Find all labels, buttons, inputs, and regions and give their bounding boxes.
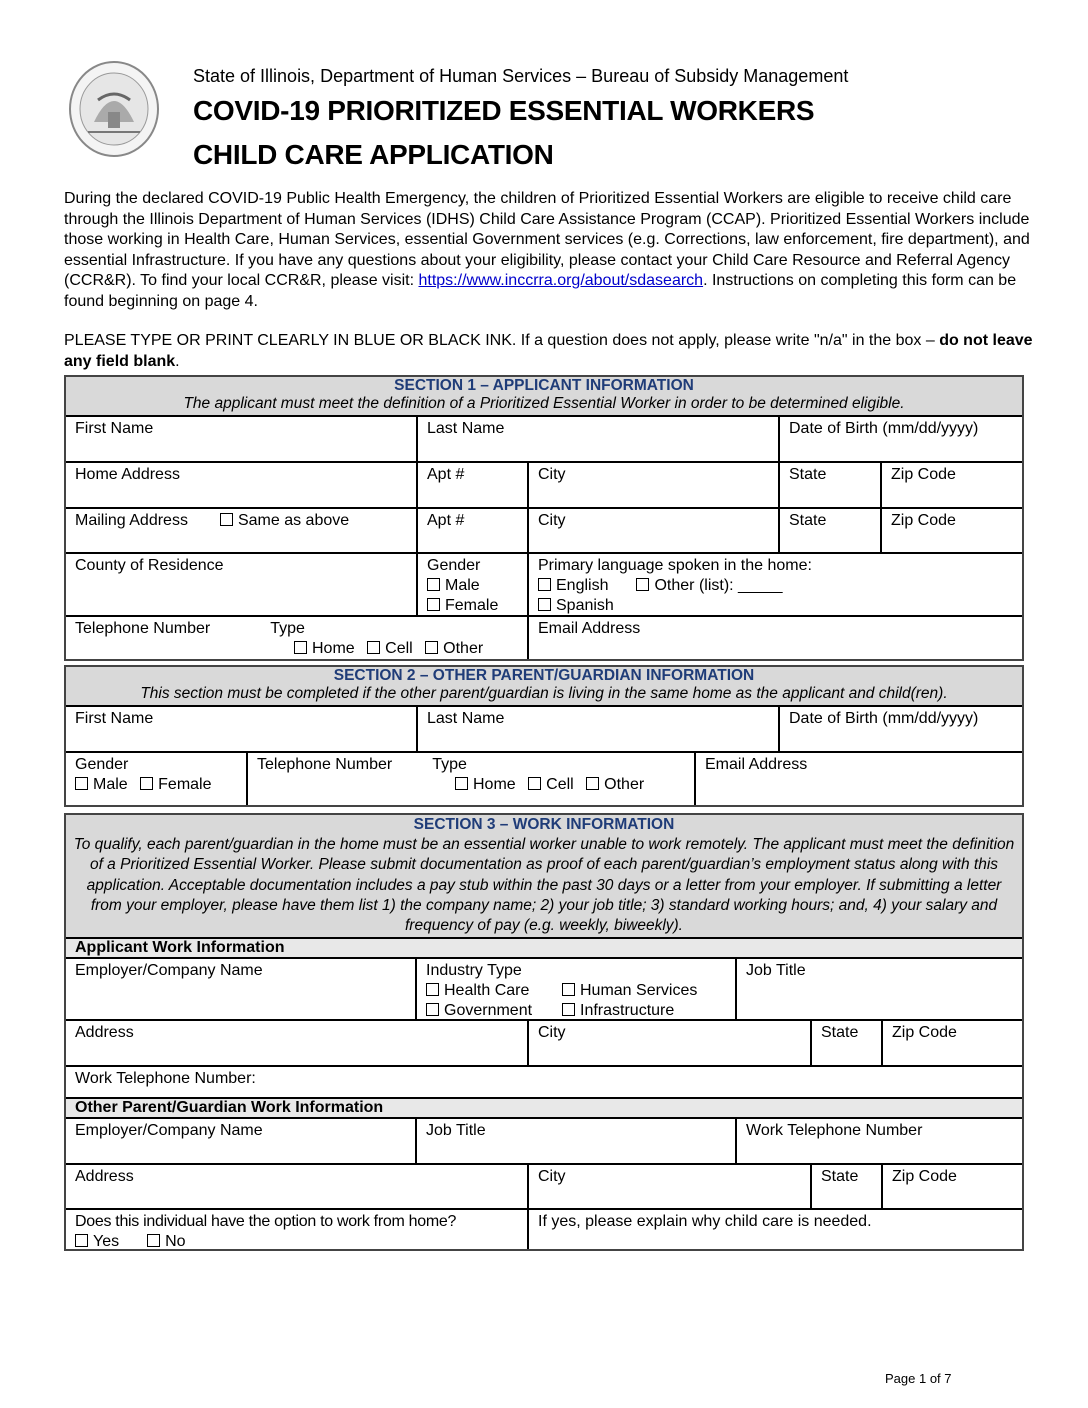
section3-title: SECTION 3 – WORK INFORMATION	[413, 816, 675, 833]
home-apt-field[interactable]: Apt #	[417, 462, 528, 508]
other-first-name-field[interactable]: First Name	[65, 706, 417, 752]
other-work-state-field[interactable]: State	[811, 1164, 882, 1209]
applicant-email-field[interactable]: Email Address	[528, 616, 1023, 660]
applicant-employer-field[interactable]: Employer/Company Name	[65, 958, 416, 1020]
applicant-work-city-field[interactable]: City	[528, 1020, 811, 1066]
other-male-checkbox[interactable]	[75, 777, 88, 790]
applicant-last-name-field[interactable]: Last Name	[417, 416, 779, 462]
applicant-phone-cell-checkbox[interactable]	[367, 641, 380, 654]
wfh-no-checkbox[interactable]	[147, 1234, 160, 1247]
form-title-line1: COVID-19 PRIORITIZED ESSENTIAL WORKERS	[193, 95, 815, 126]
applicant-male-checkbox[interactable]	[427, 578, 440, 591]
other-work-city-field[interactable]: City	[528, 1164, 811, 1209]
other-employer-field[interactable]: Employer/Company Name	[65, 1118, 416, 1164]
section1-title: SECTION 1 – APPLICANT INFORMATION	[394, 377, 694, 394]
other-female-checkbox[interactable]	[140, 777, 153, 790]
other-email-field[interactable]: Email Address	[695, 752, 1023, 806]
applicant-work-address-field[interactable]: Address	[65, 1020, 528, 1066]
child-care-explanation-field[interactable]: If yes, please explain why child care is needed.	[528, 1209, 1023, 1250]
applicant-phone-home-checkbox[interactable]	[294, 641, 307, 654]
industry-type-field: Industry Type Health Care Human Services Government Infrastructure	[416, 958, 736, 1020]
other-dob-field[interactable]: Date of Birth (mm/dd/yyyy)	[779, 706, 1023, 752]
applicant-dob-field[interactable]: Date of Birth (mm/dd/yyyy)	[779, 416, 1023, 462]
home-address-field[interactable]: Home Address	[65, 462, 417, 508]
applicant-first-name-field[interactable]: First Name	[65, 416, 417, 462]
other-work-address-field[interactable]: Address	[65, 1164, 528, 1209]
other-phone-home-checkbox[interactable]	[455, 777, 468, 790]
other-language-checkbox[interactable]	[636, 578, 649, 591]
section2-subtitle: This section must be completed if the other parent/guardian is living in the same home as the applicant and child(ren).	[140, 685, 948, 702]
mailing-city-field[interactable]: City	[528, 508, 779, 553]
home-zip-field[interactable]: Zip Code	[881, 462, 1023, 508]
applicant-female-checkbox[interactable]	[427, 598, 440, 611]
home-city-field[interactable]: City	[528, 462, 779, 508]
section2-header	[65, 666, 1023, 706]
infrastructure-checkbox[interactable]	[562, 1003, 575, 1016]
same-as-above-checkbox[interactable]	[220, 513, 233, 526]
print-instructions: PLEASE TYPE OR PRINT CLEARLY IN BLUE OR BLACK INK. If a question does not apply, please write "n/a" in the box – do not leave any field blank.	[64, 332, 1033, 370]
wfh-yes-checkbox[interactable]	[75, 1234, 88, 1247]
ccrr-search-link[interactable]: https://www.inccrra.org/about/sdasearch	[418, 272, 704, 289]
applicant-telephone-field[interactable]: Telephone Number Type Home Cell Other	[65, 616, 528, 660]
spanish-checkbox[interactable]	[538, 598, 551, 611]
other-telephone-field[interactable]: Telephone Number Type Home Cell Other	[247, 752, 695, 806]
section1-subtitle: The applicant must meet the definition of a Prioritized Essential Worker in order to be determined eligible.	[183, 395, 905, 412]
intro-paragraph: During the declared COVID-19 Public Health Emergency, the children of Prioritized Essential Workers are eligible to receive child care through the Illinois Department of Human Services (IDHS) Child Care Assistance Program (CCAP). Prioritized Essential Workers include those working in Health Care, Human Services, essential Government services (e.g. Corrections, law enforcement, fire department), and essential Infrastructure. If you have any questions about your eligibility, please contact your Child Care Resource and Referral Agency (CCR&R). To find your local CCR&R, please visit: https://www.inccrra.org/about/sdasearch. Instructions on completing this form can be found beginning on page 4.	[64, 190, 1030, 310]
language-field: Primary language spoken in the home: English Other (list): _____ Spanish	[528, 553, 1023, 616]
county-field[interactable]: County of Residence	[65, 553, 417, 616]
other-gender-field: Gender Male Female	[65, 752, 247, 806]
section1-header	[65, 376, 1023, 416]
illinois-state-seal	[68, 60, 160, 158]
applicant-work-zip-field[interactable]: Zip Code	[882, 1020, 1023, 1066]
human-services-checkbox[interactable]	[562, 983, 575, 996]
applicant-job-title-field[interactable]: Job Title	[736, 958, 1023, 1020]
other-last-name-field[interactable]: Last Name	[417, 706, 779, 752]
applicant-work-heading: Applicant Work Information	[65, 938, 1023, 958]
mailing-state-field[interactable]: State	[779, 508, 881, 553]
mailing-zip-field[interactable]: Zip Code	[881, 508, 1023, 553]
other-job-title-field[interactable]: Job Title	[416, 1118, 736, 1164]
other-phone-other-checkbox[interactable]	[586, 777, 599, 790]
mailing-address-field[interactable]: Mailing Address Same as above	[65, 508, 417, 553]
mailing-apt-field[interactable]: Apt #	[417, 508, 528, 553]
english-checkbox[interactable]	[538, 578, 551, 591]
section2-title: SECTION 2 – OTHER PARENT/GUARDIAN INFORMATION	[333, 667, 755, 684]
other-phone-cell-checkbox[interactable]	[528, 777, 541, 790]
other-work-heading: Other Parent/Guardian Work Information	[65, 1098, 1023, 1118]
applicant-work-phone-field[interactable]: Work Telephone Number:	[65, 1066, 1023, 1098]
government-checkbox[interactable]	[426, 1003, 439, 1016]
form-title-line2: CHILD CARE APPLICATION	[193, 139, 554, 170]
applicant-work-state-field[interactable]: State	[811, 1020, 882, 1066]
home-state-field[interactable]: State	[779, 462, 881, 508]
work-from-home-field: Does this individual have the option to work from home? Yes No	[65, 1209, 528, 1250]
agency-name: State of Illinois, Department of Human Services – Bureau of Subsidy Management	[193, 66, 849, 86]
health-care-checkbox[interactable]	[426, 983, 439, 996]
other-work-phone-field[interactable]: Work Telephone Number	[736, 1118, 1023, 1164]
applicant-gender-field: Gender Male Female	[417, 553, 528, 616]
page-number: Page 1 of 7	[885, 1371, 952, 1386]
other-work-zip-field[interactable]: Zip Code	[882, 1164, 1023, 1209]
section3-header	[65, 814, 1023, 938]
applicant-phone-other-checkbox[interactable]	[425, 641, 438, 654]
section3-subtitle: To qualify, each parent/guardian in the home must be an essential worker unable to work remotely. The applicant must meet the definition of a Prioritized Essential Worker. Please submit documentation as proof of each parent/guardian’s employment status along with this application. Acceptable documentation includes a pay stub within the past 30 days or a letter from your employer. If submitting a letter from your employer, please have them list 1) the company name; 2) your job title; 3) standard working hours; and, 4) your salary and frequency of pay (e.g. weekly, biweekly).	[73, 836, 1015, 935]
